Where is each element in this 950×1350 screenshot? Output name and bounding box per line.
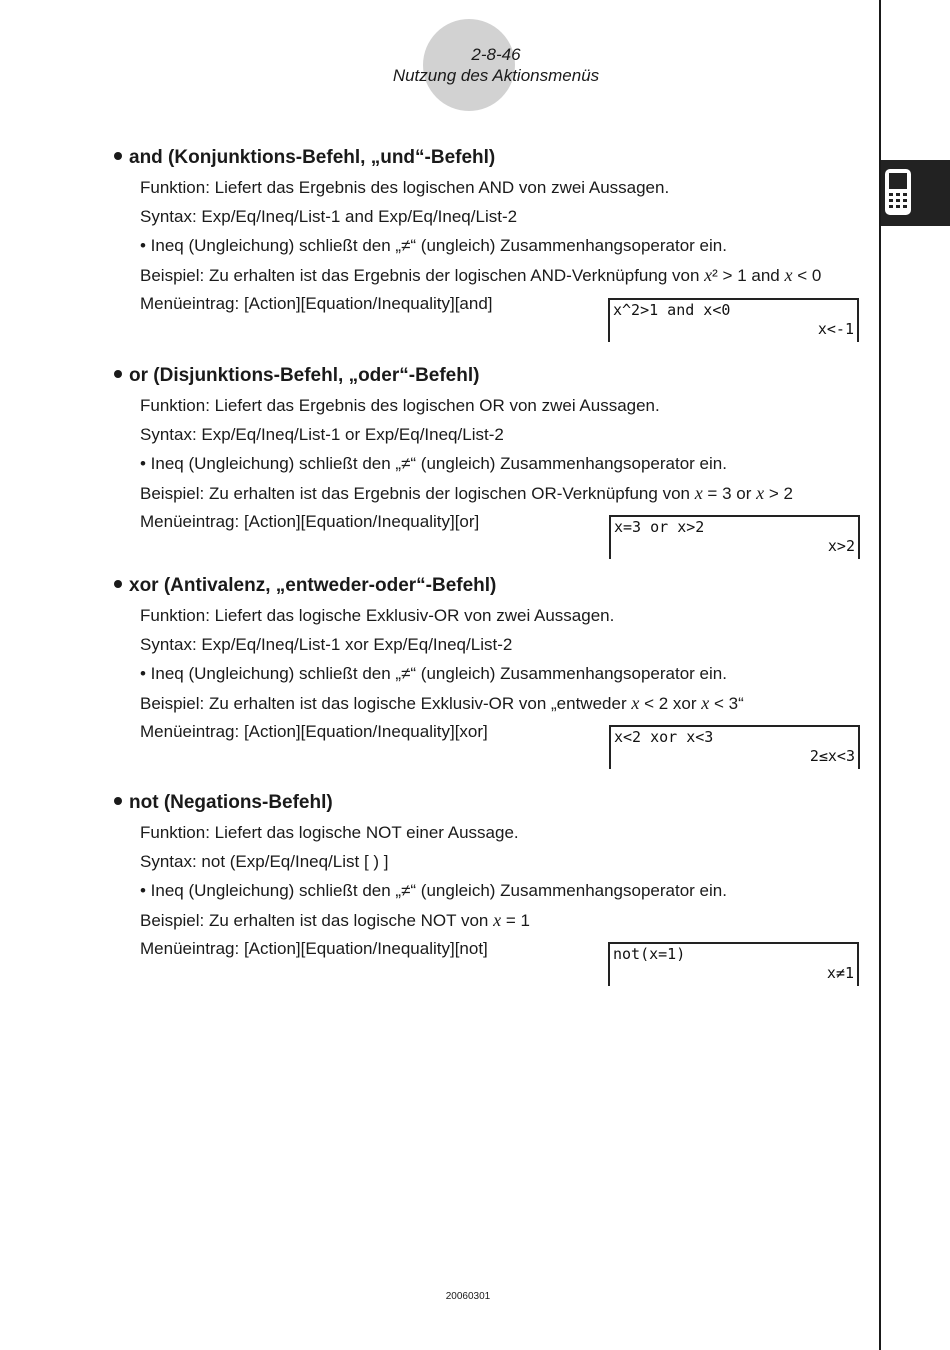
screen-input: x<2 xor x<3 (614, 728, 714, 746)
section-syntax: Syntax: Exp/Eq/Ineq/List-1 xor Exp/Eq/Ineq/List-2 (140, 635, 513, 654)
section-example: Beispiel: Zu erhalten ist das logische NOT von x = 1 (140, 910, 530, 930)
section-example: Beispiel: Zu erhalten ist das Ergebnis der logischen AND-Verknüpfung von x² > 1 and x < 0 (140, 265, 822, 285)
section-example: Beispiel: Zu erhalten ist das Ergebnis der logischen OR-Verknüpfung von x = 3 or x > 2 (140, 483, 793, 503)
calculator-screen (608, 298, 859, 342)
section-function: Funktion: Liefert das logische Exklusiv-OR von zwei Aussagen. (140, 606, 615, 625)
section-menu-entry: Menüeintrag: [Action][Equation/Inequality][xor] (140, 722, 488, 741)
screen-input: x=3 or x>2 (614, 518, 705, 536)
section-title-xor: xor (Antivalenz, „entweder-oder“-Befehl) (114, 575, 496, 597)
section-function: Funktion: Liefert das Ergebnis des logischen OR von zwei Aussagen. (140, 396, 660, 415)
section-note: • Ineq (Ungleichung) schließt den „≠“ (ungleich) Zusammenhangsoperator ein. (140, 881, 727, 900)
calculator-screen (608, 942, 859, 986)
chapter-tab (881, 160, 950, 226)
page-subtitle: Nutzung des Aktionsmenüs (392, 66, 600, 85)
section-title-not: not (Negations-Befehl) (114, 792, 333, 814)
section-title-or: or (Disjunktions-Befehl, „oder“-Befehl) (114, 365, 479, 387)
screen-input: not(x=1) (613, 945, 686, 963)
section-note: • Ineq (Ungleichung) schließt den „≠“ (ungleich) Zusammenhangsoperator ein. (140, 664, 727, 683)
section-function: Funktion: Liefert das Ergebnis des logischen AND von zwei Aussagen. (140, 178, 670, 197)
section-example: Beispiel: Zu erhalten ist das logische Exklusiv-OR von „entweder x < 2 xor x < 3“ (140, 693, 744, 713)
screen-output: x<-1 (817, 320, 854, 338)
section-note: • Ineq (Ungleichung) schließt den „≠“ (ungleich) Zusammenhangsoperator ein. (140, 236, 727, 255)
section-function: Funktion: Liefert das logische NOT einer Aussage. (140, 823, 519, 842)
footer-code: 20060301 (445, 1291, 491, 1302)
screen-output: x≠1 (826, 964, 854, 982)
section-menu-entry: Menüeintrag: [Action][Equation/Inequality][not] (140, 939, 488, 958)
section-title-and: and (Konjunktions-Befehl, „und“-Befehl) (114, 147, 495, 169)
calculator-screen (609, 725, 860, 769)
section-syntax: Syntax: Exp/Eq/Ineq/List-1 or Exp/Eq/Ineq/List-2 (140, 425, 504, 444)
section-syntax: Syntax: Exp/Eq/Ineq/List-1 and Exp/Eq/Ineq/List-2 (140, 207, 518, 226)
screen-output: x>2 (827, 537, 855, 555)
screen-output: 2≤x<3 (809, 747, 855, 765)
screen-input: x^2>1 and x<0 (613, 301, 731, 319)
calculator-icon (884, 168, 912, 216)
page-number-badge (423, 19, 515, 111)
section-syntax: Syntax: not (Exp/Eq/Ineq/List [ ) ] (140, 852, 389, 871)
section-menu-entry: Menüeintrag: [Action][Equation/Inequality][and] (140, 294, 493, 313)
calculator-screen (609, 515, 860, 559)
section-menu-entry: Menüeintrag: [Action][Equation/Inequality][or] (140, 512, 480, 531)
section-note: • Ineq (Ungleichung) schließt den „≠“ (ungleich) Zusammenhangsoperator ein. (140, 454, 727, 473)
page-number: 2-8-46 (471, 45, 521, 64)
